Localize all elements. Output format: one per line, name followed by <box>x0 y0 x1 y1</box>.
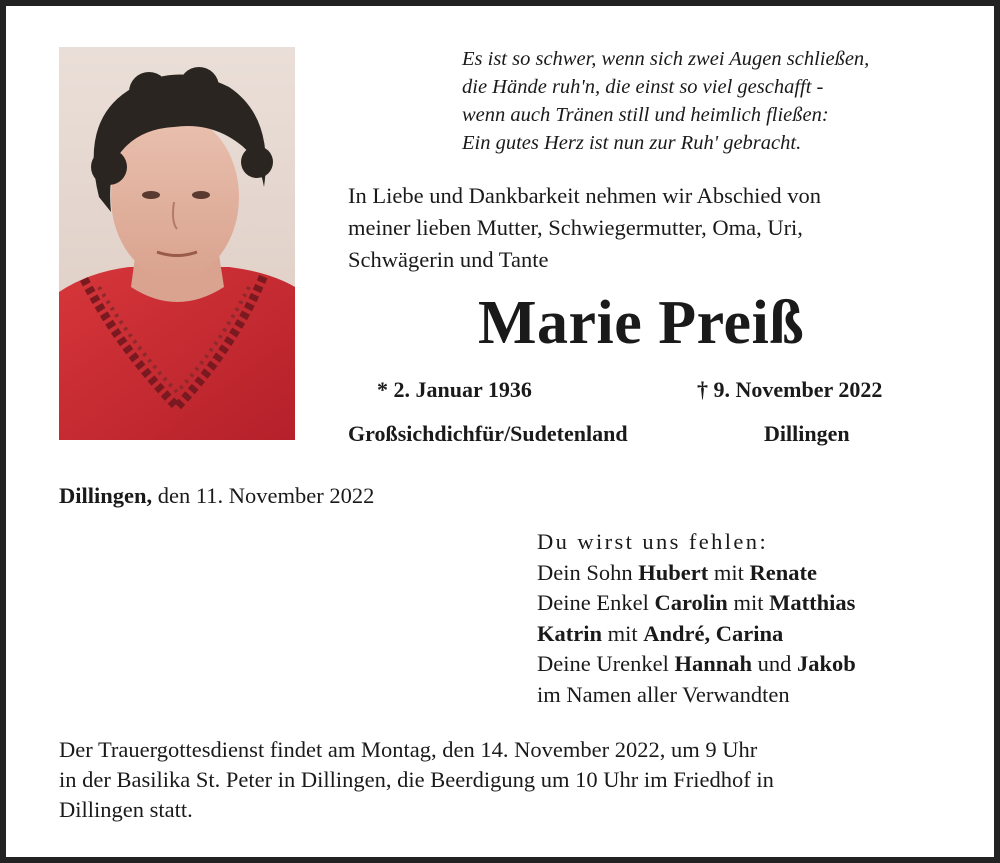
funeral-line: Dillingen statt. <box>59 797 193 822</box>
poem-line: wenn auch Tränen still und heimlich fließen: <box>462 104 829 126</box>
birth-date-value: 2. Januar 1936 <box>393 377 532 402</box>
death-date <box>697 377 882 403</box>
intro-text <box>348 180 948 276</box>
mourner-name: Hubert <box>638 559 709 585</box>
funeral-line: in der Basilika St. Peter in Dillingen, die Beerdigung um 10 Uhr im Friedhof in <box>59 767 774 792</box>
dateline <box>59 483 374 509</box>
birth-date <box>377 377 532 403</box>
mourner-name: André, Carina <box>643 620 784 646</box>
mourner-name: Carolin <box>654 590 728 615</box>
mourner-line <box>537 558 957 589</box>
death-place: Dillingen <box>764 421 850 446</box>
poem-line: Ein gutes Herz ist nun zur Ruh' gebracht. <box>462 132 802 154</box>
mourner-name: Matthias <box>769 590 856 615</box>
mourner-relation: Deine Urenkel <box>537 651 669 676</box>
mourner-connector: mit <box>733 590 764 615</box>
funeral-info <box>59 735 959 825</box>
dateline-date: den 11. November 2022 <box>157 483 375 508</box>
mourner-name: Renate <box>749 559 817 585</box>
mourner-name: Hannah <box>674 651 752 676</box>
intro-line: Schwägerin und Tante <box>348 247 549 272</box>
deceased-name: Marie Preiß <box>478 289 805 357</box>
dateline-place: Dillingen, <box>59 483 153 508</box>
poem-line: Es ist so schwer, wenn sich zwei Augen schließen, <box>462 48 870 70</box>
mourners-heading: Du wirst uns fehlen: <box>537 529 769 554</box>
poem-line: die Hände ruh'n, die einst so viel geschafft - <box>462 76 824 98</box>
intro-line: In Liebe und Dankbarkeit nehmen wir Abschied von <box>348 183 821 208</box>
mourners-list <box>537 527 957 710</box>
mourner-name: Jakob <box>797 651 856 676</box>
mourner-connector: und <box>757 651 792 676</box>
mourner-name: Katrin <box>537 620 602 646</box>
cross-icon: † <box>697 377 708 402</box>
death-date-value: 9. November 2022 <box>713 377 883 402</box>
intro-line: meiner lieben Mutter, Schwiegermutter, Oma, Uri, <box>348 215 803 240</box>
mourner-connector: mit <box>607 620 638 646</box>
birth-place: Großsichdichfür/Sudetenland <box>348 421 628 446</box>
mourner-line <box>537 649 957 680</box>
mourner-relation: Dein Sohn <box>537 559 633 585</box>
mourner-connector: mit <box>713 559 744 585</box>
portrait-photo <box>59 47 295 440</box>
mourner-relation: Deine Enkel <box>537 590 649 615</box>
birth-symbol: * <box>377 377 388 402</box>
memorial-poem <box>462 45 962 157</box>
mourner-line: im Namen aller Verwandten <box>537 681 790 707</box>
mourner-line <box>537 588 957 619</box>
funeral-line: Der Trauergottesdienst findet am Montag, den 14. November 2022, um 9 Uhr <box>59 737 758 762</box>
mourner-line <box>537 619 957 650</box>
